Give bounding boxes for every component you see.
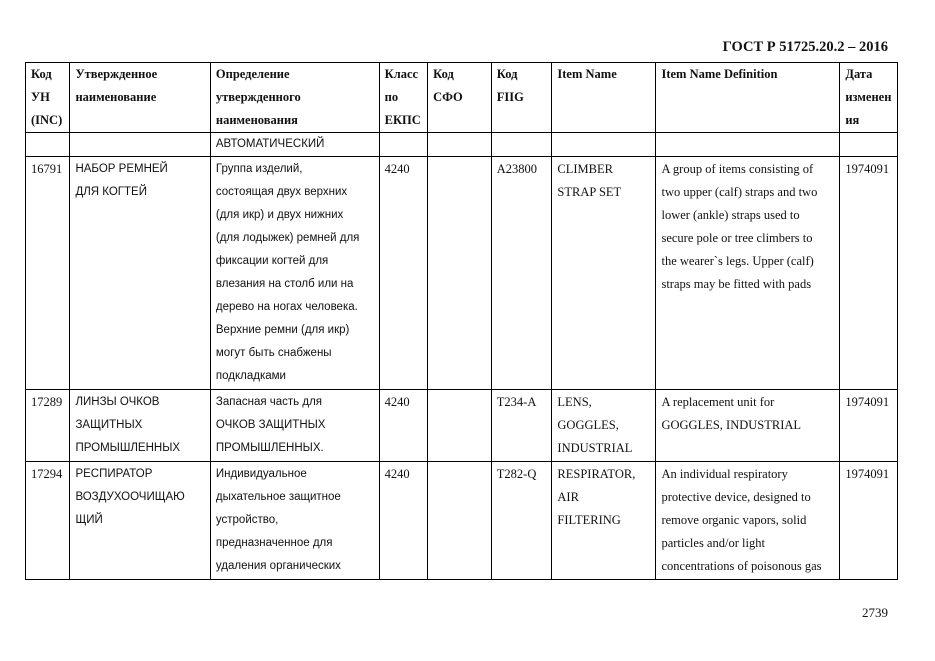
cell-name: РЕСПИРАТОР ВОЗДУХООЧИЩАЮ ЩИЙ: [70, 462, 210, 580]
cell-name: НАБОР РЕМНЕЙ ДЛЯ КОГТЕЙ: [70, 157, 210, 390]
cell-class: 4240: [379, 462, 428, 580]
cell-item-name: LENS, GOGGLES, INDUSTRIAL: [552, 390, 656, 462]
header-ekps-class: Класс по ЕКПС: [379, 63, 428, 133]
table-row: [26, 462, 898, 580]
cell-inc: 17289: [26, 390, 70, 462]
classification-table: [25, 62, 898, 580]
cell-sfo: [428, 390, 492, 462]
header-approved-name: Утвержденное наименование: [70, 63, 210, 133]
table-row: [26, 157, 898, 390]
table-row: [26, 390, 898, 462]
cell-item-name: RESPIRATOR, AIR FILTERING: [552, 462, 656, 580]
cell-definition: Группа изделий, состоящая двух верхних (для икр) и двух нижних (для лодыжек) ремней для фиксации когтей для влезания на столб или на дерево на ногах человека. Верхние ремни (для икр) могут быть снабжены подкладками: [210, 157, 379, 390]
cell-definition: Индивидуальное дыхательное защитное устройство, предназначенное для удаления органических: [210, 462, 379, 580]
standard-code: ГОСТ Р 51725.20.2 – 2016: [722, 39, 888, 55]
header-item-name: Item Name: [552, 63, 656, 133]
cell-item-name: CLIMBER STRAP SET: [552, 157, 656, 390]
table-body: [26, 133, 898, 580]
header-row: [26, 63, 898, 133]
cell-fiig: T234-A: [491, 390, 552, 462]
cell-inc: 17294: [26, 462, 70, 580]
header-sfo-code: Код СФО: [428, 63, 492, 133]
cell-inc: 16791: [26, 157, 70, 390]
cell-date: 1974091: [840, 157, 898, 390]
cell-definition: Запасная часть для ОЧКОВ ЗАЩИТНЫХ ПРОМЫШЛЕННЫХ.: [210, 390, 379, 462]
cell-sfo: [428, 462, 492, 580]
cell-class: 4240: [379, 157, 428, 390]
page-number: 2739: [862, 605, 888, 620]
continuation-definition: АВТОМАТИЧЕСКИЙ: [210, 133, 379, 157]
cell-item-definition: An individual respiratory protective device, designed to remove organic vapors, solid particles and/or light concentrations of poisonous gas: [656, 462, 840, 580]
cell-date: 1974091: [840, 390, 898, 462]
header-fiig-code: Код FIIG: [491, 63, 552, 133]
cell-item-definition: A replacement unit for GOGGLES, INDUSTRIAL: [656, 390, 840, 462]
cell-name: ЛИНЗЫ ОЧКОВ ЗАЩИТНЫХ ПРОМЫШЛЕННЫХ: [70, 390, 210, 462]
header-item-name-definition: Item Name Definition: [656, 63, 840, 133]
cell-date: 1974091: [840, 462, 898, 580]
cell-item-definition: A group of items consisting of two upper (calf) straps and two lower (ankle) straps used to secure pole or tree climbers to the wearer`s legs. Upper (calf) straps may be fitted with pads: [656, 157, 840, 390]
cell-sfo: [428, 157, 492, 390]
header-definition: Определение утвержденного наименования: [210, 63, 379, 133]
cell-class: 4240: [379, 390, 428, 462]
header-change-date: Дата изменен ия: [840, 63, 898, 133]
continuation-row: [26, 133, 898, 157]
header-inc: Код УН (INC): [26, 63, 70, 133]
cell-fiig: T282-Q: [491, 462, 552, 580]
cell-fiig: A23800: [491, 157, 552, 390]
